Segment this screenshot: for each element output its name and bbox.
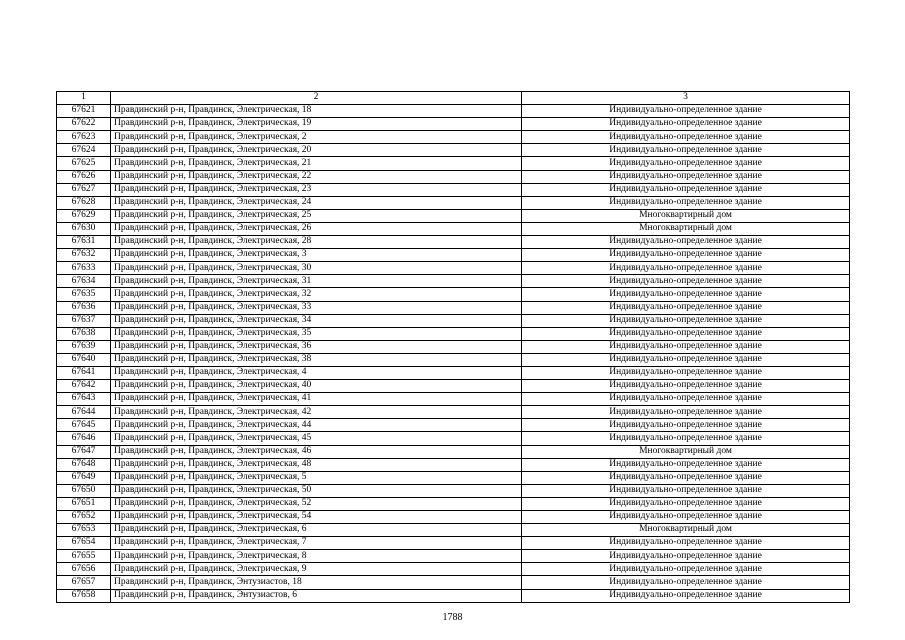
column-header-address: 2 [111, 92, 522, 105]
row-number: 67644 [57, 406, 111, 419]
row-number: 67632 [57, 249, 111, 262]
page-number: 1788 [442, 612, 463, 623]
row-number: 67649 [57, 471, 111, 484]
address-cell: Правдинский р-н, Правдинск, Электрическая, 8 [111, 550, 522, 563]
building-type-cell: Индивидуально-определенное здание [522, 419, 850, 432]
address-cell: Правдинский р-н, Правдинск, Энтузиастов, 18 [111, 576, 522, 589]
address-cell: Правдинский р-н, Правдинск, Электрическая, 45 [111, 432, 522, 445]
table-row [57, 497, 850, 510]
table-row [57, 471, 850, 484]
building-type-cell: Индивидуально-определенное здание [522, 471, 850, 484]
row-number: 67658 [57, 589, 111, 602]
row-number: 67622 [57, 118, 111, 131]
address-cell: Правдинский р-н, Правдинск, Электрическая, 4 [111, 366, 522, 379]
address-cell: Правдинский р-н, Правдинск, Электрическая, 20 [111, 144, 522, 157]
table-row [57, 327, 850, 340]
address-cell: Правдинский р-н, Правдинск, Электрическая, 52 [111, 497, 522, 510]
address-cell: Правдинский р-н, Правдинск, Электрическая, 5 [111, 471, 522, 484]
building-type-cell: Индивидуально-определенное здание [522, 432, 850, 445]
table-row [57, 445, 850, 458]
building-type-cell: Индивидуально-определенное здание [522, 196, 850, 209]
table-row [57, 380, 850, 393]
table-row [57, 222, 850, 235]
table-row [57, 131, 850, 144]
row-number: 67646 [57, 432, 111, 445]
address-cell: Правдинский р-н, Правдинск, Электрическая, 44 [111, 419, 522, 432]
address-cell: Правдинский р-н, Правдинск, Электрическая, 38 [111, 353, 522, 366]
building-type-cell: Индивидуально-определенное здание [522, 366, 850, 379]
address-cell: Правдинский р-н, Правдинск, Электрическая, 32 [111, 288, 522, 301]
building-type-cell: Индивидуально-определенное здание [522, 340, 850, 353]
table-row [57, 236, 850, 249]
table-row [57, 563, 850, 576]
table-row [57, 209, 850, 222]
building-type-cell: Индивидуально-определенное здание [522, 458, 850, 471]
table-row [57, 406, 850, 419]
building-type-cell: Индивидуально-определенное здание [522, 563, 850, 576]
table-row [57, 118, 850, 131]
table-row [57, 589, 850, 602]
table-row [57, 484, 850, 497]
address-cell: Правдинский р-н, Правдинск, Электрическая, 40 [111, 380, 522, 393]
row-number: 67645 [57, 419, 111, 432]
row-number: 67635 [57, 288, 111, 301]
table-row [57, 393, 850, 406]
row-number: 67638 [57, 327, 111, 340]
row-number: 67651 [57, 497, 111, 510]
table-row [57, 249, 850, 262]
table-row [57, 550, 850, 563]
building-type-cell: Индивидуально-определенное здание [522, 105, 850, 118]
row-number: 67647 [57, 445, 111, 458]
building-type-cell: Индивидуально-определенное здание [522, 288, 850, 301]
row-number: 67657 [57, 576, 111, 589]
table-row [57, 275, 850, 288]
address-cell: Правдинский р-н, Правдинск, Электрическая, 21 [111, 157, 522, 170]
address-cell: Правдинский р-н, Правдинск, Электрическая, 34 [111, 314, 522, 327]
table-row [57, 576, 850, 589]
table-row [57, 183, 850, 196]
row-number: 67650 [57, 484, 111, 497]
building-type-cell: Многоквартирный дом [522, 445, 850, 458]
row-number: 67655 [57, 550, 111, 563]
building-type-cell: Индивидуально-определенное здание [522, 511, 850, 524]
building-type-cell: Индивидуально-определенное здание [522, 262, 850, 275]
row-number: 67639 [57, 340, 111, 353]
table-row [57, 301, 850, 314]
table-row [57, 144, 850, 157]
row-number: 67640 [57, 353, 111, 366]
row-number: 67634 [57, 275, 111, 288]
column-header-type: 3 [522, 92, 850, 105]
address-cell: Правдинский р-н, Правдинск, Электрическая, 23 [111, 183, 522, 196]
address-cell: Правдинский р-н, Правдинск, Электрическая, 46 [111, 445, 522, 458]
table-body [57, 105, 850, 603]
row-number: 67628 [57, 196, 111, 209]
address-cell: Правдинский р-н, Правдинск, Электрическая, 26 [111, 222, 522, 235]
address-cell: Правдинский р-н, Правдинск, Электрическая, 48 [111, 458, 522, 471]
building-type-cell: Индивидуально-определенное здание [522, 170, 850, 183]
table-row [57, 419, 850, 432]
building-type-cell: Индивидуально-определенное здание [522, 576, 850, 589]
table-row [57, 196, 850, 209]
row-number: 67633 [57, 262, 111, 275]
table-row [57, 314, 850, 327]
building-type-cell: Многоквартирный дом [522, 524, 850, 537]
building-type-cell: Индивидуально-определенное здание [522, 249, 850, 262]
row-number: 67642 [57, 380, 111, 393]
row-number: 67630 [57, 222, 111, 235]
row-number: 67623 [57, 131, 111, 144]
building-type-cell: Индивидуально-определенное здание [522, 314, 850, 327]
address-cell: Правдинский р-н, Правдинск, Электрическая, 19 [111, 118, 522, 131]
address-cell: Правдинский р-н, Правдинск, Электрическая, 25 [111, 209, 522, 222]
table-row [57, 432, 850, 445]
building-type-cell: Индивидуально-определенное здание [522, 393, 850, 406]
table-row [57, 511, 850, 524]
row-number: 67631 [57, 236, 111, 249]
address-cell: Правдинский р-н, Правдинск, Электрическая, 42 [111, 406, 522, 419]
table-header [57, 92, 850, 105]
address-cell: Правдинский р-н, Правдинск, Электрическая, 7 [111, 537, 522, 550]
building-type-cell: Индивидуально-определенное здание [522, 537, 850, 550]
address-cell: Правдинский р-н, Правдинск, Электрическая, 9 [111, 563, 522, 576]
table-row [57, 353, 850, 366]
address-cell: Правдинский р-н, Правдинск, Электрическая, 6 [111, 524, 522, 537]
building-type-cell: Индивидуально-определенное здание [522, 157, 850, 170]
table-row [57, 537, 850, 550]
row-number: 67629 [57, 209, 111, 222]
building-type-cell: Индивидуально-определенное здание [522, 589, 850, 602]
table-row [57, 340, 850, 353]
building-type-cell: Индивидуально-определенное здание [522, 118, 850, 131]
building-type-cell: Индивидуально-определенное здание [522, 275, 850, 288]
address-cell: Правдинский р-н, Правдинск, Электрическая, 18 [111, 105, 522, 118]
building-type-cell: Индивидуально-определенное здание [522, 131, 850, 144]
address-cell: Правдинский р-н, Правдинск, Электрическая, 41 [111, 393, 522, 406]
building-type-cell: Индивидуально-определенное здание [522, 144, 850, 157]
table-row [57, 524, 850, 537]
header-row [57, 92, 850, 105]
address-cell: Правдинский р-н, Правдинск, Электрическая, 50 [111, 484, 522, 497]
address-cell: Правдинский р-н, Правдинск, Электрическая, 28 [111, 236, 522, 249]
row-number: 67652 [57, 511, 111, 524]
table-row [57, 288, 850, 301]
table-row [57, 105, 850, 118]
building-type-cell: Индивидуально-определенное здание [522, 406, 850, 419]
table-row [57, 170, 850, 183]
property-table [56, 91, 850, 603]
address-cell: Правдинский р-н, Правдинск, Электрическая, 35 [111, 327, 522, 340]
row-number: 67627 [57, 183, 111, 196]
building-type-cell: Индивидуально-определенное здание [522, 327, 850, 340]
building-type-cell: Индивидуально-определенное здание [522, 497, 850, 510]
building-type-cell: Индивидуально-определенное здание [522, 550, 850, 563]
building-type-cell: Индивидуально-определенное здание [522, 380, 850, 393]
building-type-cell: Индивидуально-определенное здание [522, 353, 850, 366]
row-number: 67643 [57, 393, 111, 406]
row-number: 67637 [57, 314, 111, 327]
address-cell: Правдинский р-н, Правдинск, Электрическая, 54 [111, 511, 522, 524]
table-row [57, 366, 850, 379]
row-number: 67656 [57, 563, 111, 576]
address-cell: Правдинский р-н, Правдинск, Электрическая, 36 [111, 340, 522, 353]
building-type-cell: Индивидуально-определенное здание [522, 183, 850, 196]
row-number: 67626 [57, 170, 111, 183]
building-type-cell: Индивидуально-определенное здание [522, 236, 850, 249]
address-cell: Правдинский р-н, Правдинск, Электрическая, 30 [111, 262, 522, 275]
row-number: 67621 [57, 105, 111, 118]
address-cell: Правдинский р-н, Правдинск, Электрическая, 24 [111, 196, 522, 209]
building-type-cell: Многоквартирный дом [522, 209, 850, 222]
row-number: 67648 [57, 458, 111, 471]
address-cell: Правдинский р-н, Правдинск, Электрическая, 22 [111, 170, 522, 183]
address-cell: Правдинский р-н, Правдинск, Электрическая, 31 [111, 275, 522, 288]
address-cell: Правдинский р-н, Правдинск, Энтузиастов, 6 [111, 589, 522, 602]
address-cell: Правдинский р-н, Правдинск, Электрическая, 33 [111, 301, 522, 314]
column-header-number: 1 [57, 92, 111, 105]
building-type-cell: Индивидуально-определенное здание [522, 484, 850, 497]
building-type-cell: Многоквартирный дом [522, 222, 850, 235]
row-number: 67624 [57, 144, 111, 157]
row-number: 67653 [57, 524, 111, 537]
table-row [57, 157, 850, 170]
address-cell: Правдинский р-н, Правдинск, Электрическая, 2 [111, 131, 522, 144]
row-number: 67641 [57, 366, 111, 379]
building-type-cell: Индивидуально-определенное здание [522, 301, 850, 314]
row-number: 67625 [57, 157, 111, 170]
table-row [57, 262, 850, 275]
row-number: 67636 [57, 301, 111, 314]
address-cell: Правдинский р-н, Правдинск, Электрическая, 3 [111, 249, 522, 262]
row-number: 67654 [57, 537, 111, 550]
table-row [57, 458, 850, 471]
